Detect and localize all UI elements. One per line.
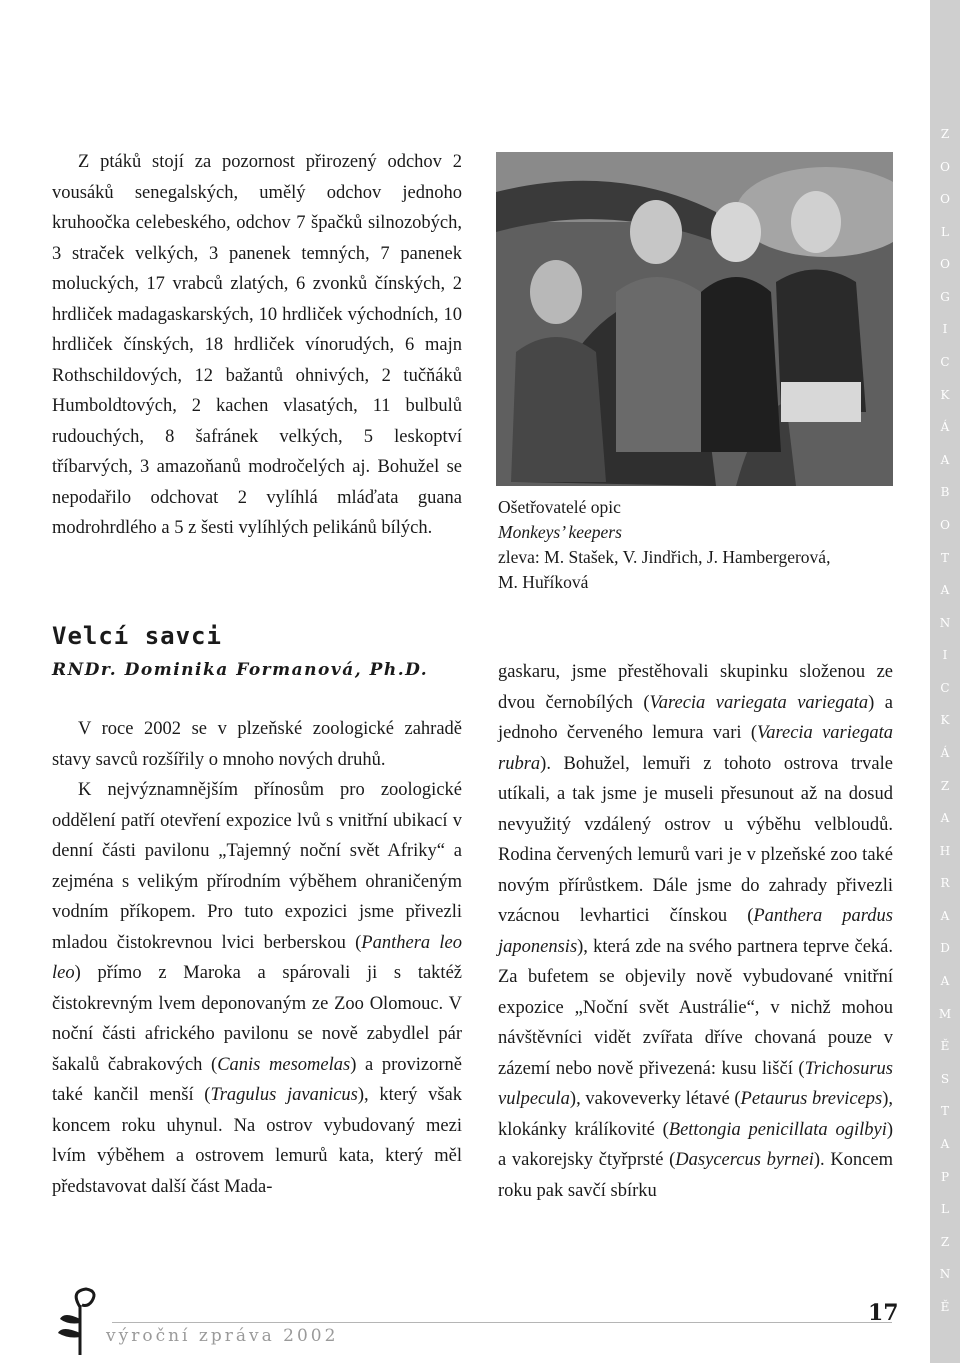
side-band-letter: O	[940, 257, 950, 272]
side-band-letter: A	[940, 583, 950, 598]
species-name: Panthera leo leo	[52, 932, 462, 983]
keepers-photo	[496, 152, 893, 486]
side-band-letter: O	[940, 159, 950, 174]
footer-annual-report: výroční zpráva 2002	[106, 1326, 339, 1346]
text-run: ), která zde na svého partnera teprve čeká. Za bufetem se objevily nově vybudované vnitřní expozice „Noční svět Austrálie“, v nichž mohou návštěvníci vidět zvířata dříve chovaná pouze v zázemí nebo nově přivezená: kusu liščí (	[498, 936, 893, 1079]
species-name: Tragulus javanicus	[210, 1085, 358, 1105]
side-band-letter: D	[940, 941, 950, 956]
species-name: Canis mesomelas	[217, 1054, 351, 1075]
species-name: Panthera pardus japonensis	[498, 906, 893, 957]
zoo-logo-icon	[56, 1285, 102, 1361]
right-column	[498, 657, 893, 1206]
side-band-letter: C	[940, 355, 950, 370]
text-run: ). Bohužel, lemuři z tohoto ostrova trvale utíkali, a tak jsme je museli přesunout až na dosud nevyužitý vzdálený ostrov u výběhu velbloudů. Rodina červených lemurů vari je v plzeňské zoo také novým přírůstkem. Dále jsme do zahrady přivezli vzácnou levhartici čínskou (	[498, 753, 893, 926]
side-band-letter: S	[940, 1071, 950, 1086]
species-name: Petaurus breviceps	[740, 1089, 883, 1109]
species-name: Varecia variegata variegata	[649, 692, 869, 713]
text-run: gaskaru, jsme přestěhovali skupinku složenou ze dvou černobílých (	[498, 662, 893, 713]
side-band-letter: Z	[940, 1234, 950, 1249]
paragraph-birds: Z ptáků stojí za pozornost přirozený odchov 2 vousáků senegalských, umělý odchov jednoho kruhoočka celebeského, odchov 7 špačků silnozobých, 3 straček velkých, 3 panenek temných, 7 panenek moluckých, 17 vrabců zlatých, 6 zvonků čínských, 2 hrdliček madagaskarských, 10 hrdliček východních, 10 hrdliček čínských, 18 hrdliček vínorudých, 6 majn Rothschildových, 12 bažantů ohnivých, 2 tučňáků Humboldtových, 2 kachen vlasatých, 11 bulbulů rudouchých, 8 šafránek velkých, 5 leskoptví tříbarvých, 3 amazoňanů modročelých aj. Bohužel se nepodařilo odchovat 2 vylíhlá mláďata guana modrohrdlého a 5 z šesti vylíhlých pelikánů bílých.	[52, 152, 462, 538]
side-band-letter: Z	[940, 127, 950, 141]
species-name: Varecia variegata rubra	[498, 723, 893, 774]
page-number: 17	[868, 1300, 899, 1326]
side-band-letter: Á	[940, 420, 950, 435]
text-run: K nejvýznamnějším přínosům pro zoologické oddělení patří otevření expozice lvů s vnitřní ubikací v denní části pavilonu „Tajemný noční svět Afriky“ a zejména s velikým přírodním výběhem ohraničeným vodním příkopem. Pro tuto expozici jsme přivezli mladou čistokrevnou lvici berberskou (	[52, 780, 462, 953]
caption-line: M. Huříková	[498, 572, 589, 592]
side-band-letter: A	[940, 811, 950, 826]
text-run: ), vakoveverky létavé (	[569, 1089, 741, 1109]
text-run: ) přímo z Maroka a spárovali ji s taktéž čistokrevným lvem deponovaným ze Zoo Olomouc. V noční části afrického pavilonu se nově zabydlel pár šakalů čabrakových (	[52, 963, 462, 1075]
text-run: ) a jednoho červeného lemura vari (	[498, 692, 893, 743]
side-band-letter: Á	[940, 745, 950, 760]
paragraph-lions	[52, 775, 462, 1202]
side-band-letter: Ě	[940, 1299, 950, 1314]
side-band-letter: I	[942, 322, 948, 337]
side-band-letter: O	[940, 192, 950, 207]
species-name: Dasycercus byrnei	[675, 1150, 814, 1170]
side-band-letter: R	[940, 876, 950, 891]
side-band-letter: L	[941, 224, 949, 239]
text-run: ) a vakorejsky čtyřprsté (	[498, 1119, 894, 1170]
side-band-letter: G	[940, 289, 950, 304]
side-band-letter: B	[940, 485, 950, 500]
side-band-letter: H	[939, 843, 951, 858]
side-band-letter: N	[939, 1267, 951, 1282]
species-name: Trichosurus vulpecula	[498, 1058, 893, 1109]
side-band-letter: Z	[940, 778, 950, 793]
side-band-letter: Ě	[940, 1039, 950, 1054]
section-heading: Velcí savci	[52, 622, 222, 650]
side-band-letter: I	[942, 648, 948, 663]
side-band-letter: M	[938, 1006, 952, 1021]
side-band-letter: K	[940, 387, 950, 402]
paragraph-lemurs	[498, 657, 893, 1206]
side-band-letter: N	[939, 615, 951, 630]
caption-line: Ošetřovatelé opic	[498, 497, 621, 517]
caption-line: zleva: M. Stašek, V. Jindřich, J. Hambergerová,	[498, 547, 831, 567]
side-band-letter: P	[940, 1169, 950, 1184]
side-band-letters	[930, 128, 960, 1313]
paragraph-intro: V roce 2002 se v plzeňské zoologické zahradě stavy savců rozšířily o mnoho nových druhů.	[52, 719, 462, 770]
photo-caption	[498, 495, 898, 595]
text-run: ). Koncem roku pak savčí sbírku	[498, 1150, 893, 1201]
text-run: ) a provizorně také kančil menší (	[52, 1054, 462, 1105]
side-band-letter: A	[940, 974, 950, 989]
side-band-letter: T	[940, 1104, 949, 1119]
caption-line-italic: Monkeys’ keepers	[498, 522, 622, 542]
text-run: ), který však koncem roku uhynul. Na ostrov vybudovaný mezi lvím výběhem a ostrovem lemurů kata, který měl představovat další část Mada-	[52, 1085, 462, 1197]
side-band-letter: O	[940, 517, 950, 532]
footer-rule	[112, 1322, 892, 1323]
side-band-letter: A	[940, 452, 950, 467]
side-band-letter: L	[941, 1202, 949, 1217]
side-band-letter: T	[940, 550, 949, 565]
section-author: RNDr. Dominika Formanová, Ph.D.	[52, 660, 429, 680]
left-column-mammals	[52, 714, 462, 1202]
side-band-letter: K	[940, 713, 950, 728]
side-band-letter: A	[940, 1136, 950, 1151]
species-name: Bettongia penicillata ogilbyi	[668, 1119, 887, 1140]
left-column	[52, 147, 462, 544]
side-band-letter: A	[940, 908, 950, 923]
photo-illustration	[496, 152, 893, 486]
text-run: ), klokánky králíkovité (	[498, 1089, 893, 1140]
side-band-letter: C	[940, 680, 950, 695]
